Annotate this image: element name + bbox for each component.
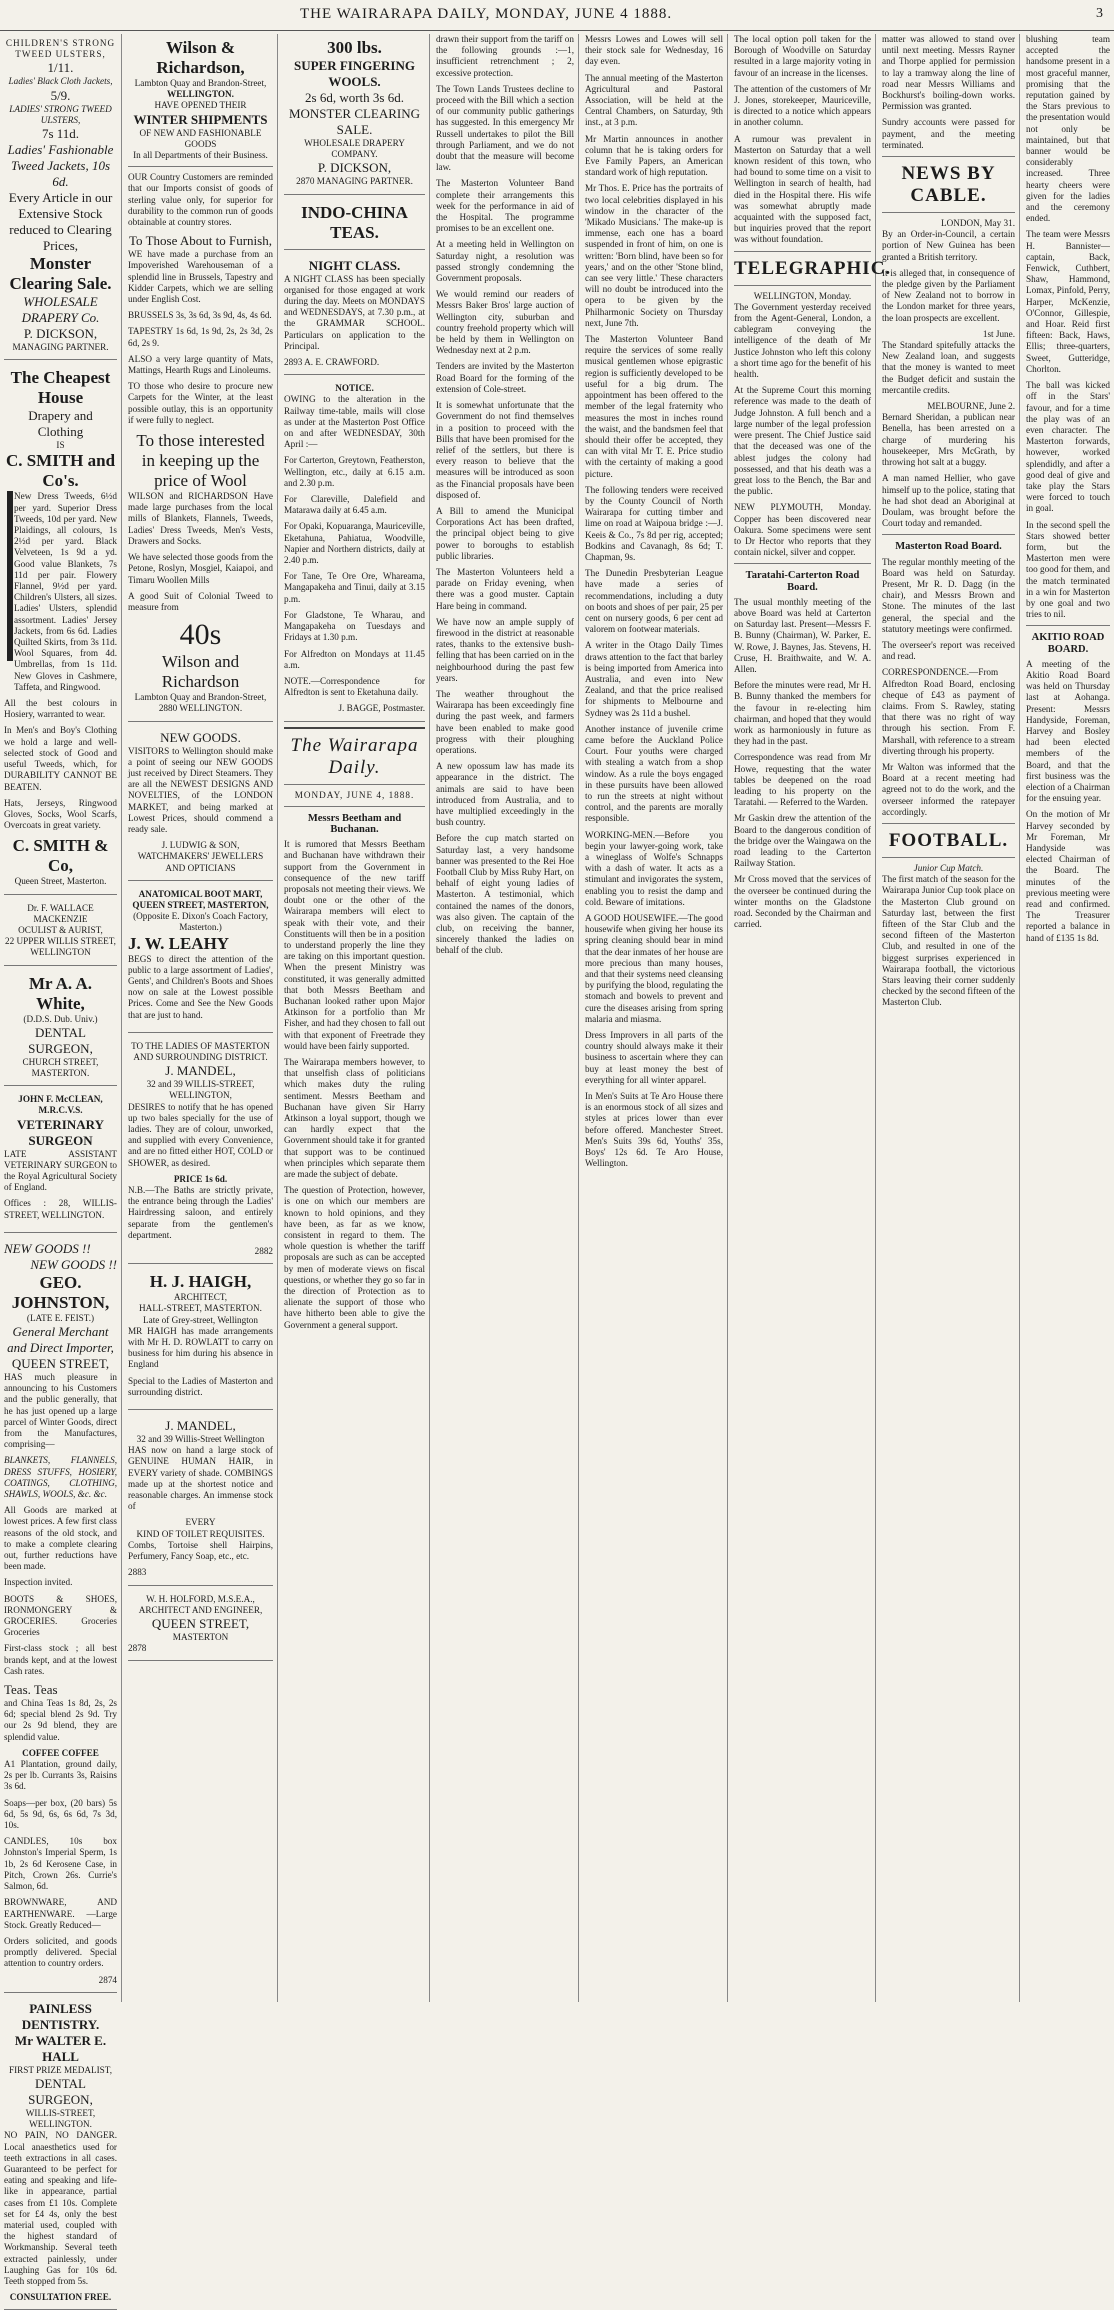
ad-name: Mr WALTER E. HALL — [14, 2032, 107, 2064]
ad-body: For Alfredton on Mondays at 11.45 a.m. — [284, 648, 425, 670]
masthead-title: THE WAIRARAPA DAILY, MONDAY, JUNE 4 1888. — [300, 6, 673, 22]
ad-sale-title: Monster Clearing Sale. — [9, 254, 112, 294]
ad-cheapest-house — [4, 364, 117, 894]
ad-role: General Merchant and Direct Importer, — [7, 1323, 114, 1355]
article-paragraph: Mr Cross moved that the services of the overseer be continued during the winter months on the Gladstone road. Seconded by the Chairman and carried. — [734, 874, 871, 930]
ad-line: OF NEW AND FASHIONABLE GOODS — [139, 127, 262, 149]
ad-body: BOOTS & SHOES, IRONMONGERY & GROCERIES. Groceries Groceries — [4, 1593, 117, 1638]
column-5 — [581, 34, 728, 2002]
ad-mandel-hair — [128, 1414, 273, 1585]
ad-body: For Opaki, Kopuaranga, Mauriceville, Eketahuna, Pahiatua, Woodville, Napier and Northern districts, daily at 2.40 p.m. — [284, 521, 425, 566]
ad-line: IS — [56, 440, 65, 451]
ad-fingering-wools — [284, 34, 425, 195]
ad-company: WHOLESALE DRAPERY Co. — [21, 294, 100, 326]
ad-price: PRICE 1s 6d. — [173, 1173, 228, 1184]
article-paragraph: CORRESPONDENCE.—From Alfredton Road Board, enclosing cheque of £43 as payment of claims. From S. Rawley, stating that there was no right of way through his section. From F. Marshall, with reference to a stream diverting through his property. — [882, 667, 1015, 756]
ad-address: Lambton Quay and Brandon-Street, — [134, 78, 267, 88]
ad-role: 2870 MANAGING PARTNER. — [296, 176, 413, 187]
article-paragraph: It is somewhat unfortunate that the Government do not find themselves in a position to proceed with the Bills that have been promised for the relief of the settlers, but there is every reason to believe that the measures will be introduced as soon as the Financial proposals have been disposed of. — [436, 400, 574, 500]
ad-city: WELLINGTON. — [167, 89, 234, 100]
ad-wilson-richardson — [128, 34, 273, 722]
article-paragraph: drawn their support from the tariff on the following grounds :—1, insufficient retrenchment ; 2, excessive protection. — [436, 34, 574, 78]
ad-body: BROWNWARE, AND EARTHENWARE. —Large Stock. Greatly Reduced— — [4, 1897, 117, 1930]
ad-heading: To Those About to Furnish, — [129, 233, 272, 249]
ad-body: BRUSSELS 3s, 3s 6d, 3s 9d, 4s, 4s 6d. — [128, 310, 272, 321]
column-1 — [0, 34, 122, 2303]
divider — [882, 534, 1015, 535]
article-paragraph: At the Supreme Court this morning reference was made to the death of Judge Johnston. A full bench and a large number of the legal profession were present. The Chief Justice said that the deceased was one of the ablest judges the colony had possessed, and that his death was a great loss to the Bench, the Bar and the public. — [734, 385, 871, 497]
article-paragraph: The Wairarapa members however, to that unselfish class of politicians which makes duty the ruling sentiment. Messrs Beetham and Buchanan have given Sir Harry Atkinson a loyal support, though we can hardly expect that the Government should take it for granted that support was to be continued when principles which separate them are made the subject of debate. — [284, 1056, 425, 1180]
ad-signature: J. BAGGE, Postmaster. — [338, 703, 425, 714]
divider — [882, 823, 1015, 824]
ad-body: MR HAIGH has made arrangements with Mr H. D. ROWLATT to carry on business for him during his absence in England — [128, 1325, 273, 1370]
ad-body: CANDLES, 10s box Johnston's Imperial Sperm, 1s 1b, 2s 6d Kerosene Case, in Pitch, Crown 26s. Currie's Salmon, 6d. — [4, 1836, 117, 1892]
ad-name: J. MANDEL, — [165, 1418, 236, 1434]
article-paragraph: Mr Thos. E. Price has the portraits of two local celebrities displayed in his window in the character of the 'Mikado Musicians.' The make-up is immense, each one has a board suspended in front of him, on one is written: 'Born blind, have been so for years,' and on the other 'Stone blind, can see very little.' These characters will no doubt be introduced into the opera to be given by the Philharmonic Society on Thursday next, June 7th. — [585, 183, 723, 328]
ad-number: 2874 — [98, 1974, 117, 1985]
page-number: 3 — [1096, 6, 1104, 21]
ad-heading: The Cheapest House — [10, 368, 111, 408]
article-paragraph: The Government yesterday received from the Agent-General, London, a cablegram conveying the intelligence of the death of Mr Justice Johnston who left this colony a short time ago for the benefit of his health. — [734, 301, 871, 380]
divider — [284, 727, 425, 729]
ad-heading: INDO-CHINA TEAS. — [301, 202, 408, 242]
column-3 — [280, 34, 430, 2002]
ad-role: ARCHITECT AND ENGINEER, — [138, 1604, 263, 1615]
ad-body: OWING to the alteration in the Railway time-table, mails will close as under at the Masterton Post Office on and after WEDNESDAY, 30th April :— — [284, 394, 425, 450]
ad-price: 2s 6d, worth 3s 6d. — [305, 90, 404, 105]
ad-heading: NOTICE. — [335, 383, 374, 394]
ad-heading: TO THE LADIES OF MASTERTON AND SURROUNDING DISTRICT. — [131, 1040, 270, 1062]
article-heading: AKITIO ROAD BOARD. — [1031, 632, 1105, 655]
article-paragraph: The team were Messrs H. Bannister—captain, Back, Fenwick, Cuthbert, Shaw, Hammond, Lomax, Pinfold, Perry, Harper, McKenzie, O'Connor, Gillespie, and Hoar. Reid first fifteen: Back, Haws, Ellis; three-quarters, Sweet, Gutteridge, Chorlton. — [1026, 229, 1110, 374]
cable-dateline: 1st June. — [982, 328, 1015, 339]
ad-body: Special to the Ladies of Masterton and surrounding district. — [128, 1375, 273, 1397]
ad-heading: To those interested in keeping up the price of Wool — [136, 431, 265, 491]
ad-role: FIRST PRIZE MEDALIST, — [8, 2064, 113, 2075]
ad-address: Lambton Quay and Brandon-Street, — [134, 692, 267, 703]
ad-name: Mr A. A. White, — [29, 973, 92, 1013]
article-paragraph: The annual meeting of the Masterton Agricultural and Pastoral Association, will be held at the Central Chambers, on Saturday, 9th inst., at 3 p.m. — [585, 72, 723, 128]
ad-body: Hats, Jerseys, Ringwood Gloves, Socks, Wool Scarfs, Overcoats in great variety. — [4, 797, 117, 831]
ad-footer: CONSULTATION FREE. — [9, 2292, 112, 2303]
divider — [882, 857, 1015, 858]
article-paragraph: Another instance of juvenile crime came before the Auckland Police Court. Four youths were charged with stealing a watch from a shop window. As a rule the boys engaged in these pursuits have been allowed to run the streets at night without control, and the parents are morally responsible. — [585, 723, 723, 824]
article-paragraph: Messrs Lowes and Lowes will sell their stock sale for Wednesday, 16 day even. — [585, 34, 723, 67]
ad-body: For Clareville, Dalefield and Matarawa daily at 6.45 a.m. — [284, 494, 425, 516]
column-6 — [730, 34, 892, 2002]
ad-indo-china-teas — [284, 199, 425, 250]
ad-heading: CHILDREN'S STRONG TWEED ULSTERS, — [5, 38, 116, 60]
ad-heading: Teas. Teas — [4, 1682, 58, 1698]
ad-footer: Wilson and Richardson — [161, 652, 240, 692]
ad-heading: NEW GOODS !! — [4, 1240, 91, 1256]
ad-name: Wilson & Richardson, — [156, 38, 245, 77]
article-paragraph: It is alleged that, in consequence of the pledge given by the Parliament of New Zealand not to borrow in the London market for three years, the loan prospects are excellent. — [882, 267, 1015, 323]
ad-address: CHURCH STREET, MASTERTON. — [22, 1056, 99, 1078]
column-rule-mark — [7, 491, 13, 661]
ad-role: MANAGING PARTNER. — [12, 342, 109, 353]
ad-number: 2882 — [254, 1246, 273, 1257]
ad-role: DENTAL SURGEON, — [28, 1024, 93, 1056]
ad-body: All the best colours in Hosiery, warranted to wear. — [4, 698, 117, 720]
ad-body: For Gladstone, Te Wharau, and Mangapakeha on Tuesdays and Fridays at 1.30 p.m. — [284, 609, 425, 643]
column-8 — [1022, 34, 1114, 2002]
article-paragraph: Correspondence was read from Mr Howe, requesting that the water tables be deepened on the road leading to his property on the Taratahi. — Referred to the Warden. — [734, 752, 871, 808]
ad-dentist-white — [4, 970, 117, 1087]
article-paragraph: In Men's Suits at Te Aro House there is an enormous stock of all sizes and styles at prices lower than ever before offered. Manchester Street. Men's Suits 39s 6d, Youths' 35s, Boys' 12s 6d. Te Aro House, Wellington. — [585, 1091, 723, 1169]
article-paragraph: The Town Lands Trustees decline to proceed with the Bill which a section of our community public gatherings has suggested. In this emergency Mr Russell undertakes to pilot the Bill through Parliament, and we do not doubt that the measure will become law. — [436, 83, 574, 173]
article-paragraph: A rumour was prevalent in Masterton on Saturday that a well known resident of this town, who had bound to some time on a visit to Wellington in search of health, had died in the Hospital there. His wife was somewhat abruptly made acquainted with the supposed fact, but inquiries proved that the report was without foundation. — [734, 133, 871, 245]
ad-body — [4, 491, 117, 693]
divider — [734, 563, 871, 564]
ad-body: Soaps—per box, (20 bars) 5s 6d, 5s 9d, 6s, 6s 6d, 7s 3d, 10s. — [4, 1797, 117, 1831]
ad-line: HAVE OPENED THEIR — [154, 100, 247, 111]
ad-heading: WINTER SHIPMENTS — [133, 111, 268, 127]
ad-address: HALL-STREET, MASTERTON. — [139, 1303, 262, 1314]
ad-body: and China Teas 1s 8d, 2s, 2s 6d; special blend 2s 9d. Try our 2s 9d blend, they are splendid value. — [4, 1698, 117, 1742]
ad-name: JOHN F. McCLEAN, M.R.C.V.S. — [18, 1094, 103, 1116]
ad-address: 2880 WELLINGTON. — [158, 703, 243, 714]
ad-line: Ladies' Fashionable Tweed Jackets, 10s 6d. — [7, 142, 114, 190]
ad-footer: C. SMITH & Co, — [12, 836, 109, 876]
ad-new-goods — [128, 726, 273, 881]
nameplate: The Wairarapa Daily. — [290, 734, 419, 778]
ad-body: Orders solicited, and goods promptly delivered. Special attention to country orders. — [4, 1935, 117, 1969]
ad-sub: SUPER FINGERING WOOLS. — [294, 58, 415, 89]
section-heading: TELEGRAPHIC. — [734, 257, 892, 279]
article-paragraph: We would remind our readers of Messrs Baker Bros' large auction of Wellington city, suburban and country freehold property which will be held by them in Wellington on Wednesday next at 2 p.m. — [436, 289, 574, 356]
ad-body: NOTE.—Correspondence for Alfredton is sent to Eketahuna daily. — [284, 675, 425, 698]
article-paragraph: Mr Gaskin drew the attention of the Board to the dangerous condition of the bridge over the Waingawa on the road leading to the Carterton Railway Station. — [734, 813, 871, 869]
divider — [734, 251, 871, 252]
article-paragraph: At a meeting held in Wellington on Saturday night, a resolution was passed strongly condemning the Government proposals. — [436, 239, 574, 284]
ad-address: 32 and 39 WILLIS-STREET, WELLINGTON, — [146, 1079, 255, 1101]
ad-line: EVERY — [185, 1517, 216, 1528]
ad-line: LADIES' STRONG TWEED ULSTERS, — [9, 103, 112, 125]
ad-address: 22 UPPER WILLIS STREET, WELLINGTON — [5, 936, 116, 958]
article-paragraph: The regular monthly meeting of the Board was held on Saturday. Present, Mr R. D. Dagg (in the chair), and Messrs Brown and Stone. The minutes of the last general, the special and the statutory meetings were confirmed. — [882, 556, 1015, 634]
ad-address: WILLIS-STREET, WELLINGTON. — [25, 2107, 96, 2130]
ad-name: W. H. HOLFORD, M.S.E.A., — [146, 1593, 255, 1604]
ad-body: Inspection invited. — [4, 1577, 73, 1588]
ad-body: ALSO a very large quantity of Mats, Mattings, Hearth Rugs and Linoleums. — [128, 353, 273, 376]
ad-body: LATE ASSISTANT VETERINARY SURGEON to the Royal Agricultural Society of England. — [4, 1148, 117, 1193]
article-paragraph: A GOOD HOUSEWIFE.—The good housewife when giving her house its spring cleaning should bear in mind that the dear inmates of her house are more precious than many houses, and that their systems need cleansing by purifying the blood, regulating the stomach and bowels to prevent and cure the diseases arising from spring malaria and miasma. — [585, 913, 723, 1024]
ad-name: Dr. F. WALLACE MACKENZIE — [27, 902, 94, 924]
article-paragraph: matter was allowed to stand over until next meeting. Messrs Rayner and Thorpe applied for permission to lay a tramway along the line of road near Messrs Williams and Bockhurst's boiling-down works. Permission was granted. — [882, 34, 1015, 112]
ad-name: P. DICKSON, — [317, 160, 392, 176]
ad-line: Ladies' Black Cloth Jackets, — [8, 76, 113, 87]
article-paragraph: The usual monthly meeting of the above Board was held at Carterton on Saturday last. Present—Messrs F. B. Bunny (Chairman), W. Parker, E. W. Rowe, J. Baynes, Jas. Stevens, H. Cruse, H. Braithwaite, and W. A. Allen. — [734, 596, 871, 674]
ad-night-class — [284, 254, 425, 376]
ad-heading: NEW GOODS. — [160, 729, 241, 745]
article-paragraph: It is rumored that Messrs Beetham and Buchanan have withdrawn their support from the Government in consequence of the new tariff proposals not meeting their views. We doubt one or the other of the Wairarapa members will elect to speak with their vote, and their Constituents will then be in a position to understand properly the line they are taking on this important question. When the present Ministry was constituted, it was generally admitted that both Messrs Beetham and Buchanan looked rather upon Major Atkinson for a portfolio than Mr Fisher, and had they chosen to fall out with that exponent of Freetrade they would have been fairly supported. — [284, 839, 425, 1051]
ad-address: 32 and 39 Willis-Street Wellington — [136, 1434, 265, 1445]
ad-name: GEO. JOHNSTON, — [11, 1272, 110, 1312]
ad-address: QUEEN STREET, — [11, 1355, 110, 1371]
ad-body: TAPESTRY 1s 6d, 1s 9d, 2s, 2s 3d, 2s 6d, 2s 9. — [128, 326, 273, 348]
ad-sub: (Opposite E. Dixon's Coach Factory, Masterton.) — [133, 911, 268, 933]
article-paragraph: Before the cup match started on Saturday last, a very handsome banner was presented to the Rei Hoe Football Club by Miss Ruby Hart, on behalf of eight young ladies of Masterton. A testimonial, which contained the names of the donors, was also given. The captain of the club, on receiving the banner, sincerely thanked the ladies on behalf of the club. — [436, 833, 574, 956]
ad-body: Combs, Tortoise shell Hairpins, Perfumery, Fancy Soap, etc., etc. — [128, 1539, 273, 1562]
article-paragraph: A new opossum law has made its appearance in the district. The animals are said to have been introduced from Australia, and to have multiplied exceedingly in the bush country. — [436, 761, 574, 828]
article-paragraph: Mr Walton was informed that the Board at a recent meeting had agreed not to do the work, and the overseer informed the ratepayer accordingly. — [882, 761, 1015, 817]
article-paragraph: A man named Hellier, who gave himself up to the police, stating that he had shot dead an Aboriginal at Doulam, was brought before the Court today and remanded. — [882, 473, 1015, 529]
article-paragraph: The first match of the season for the Wairarapa Junior Cup took place on the Masterton Club ground on Saturday last, between the first fifteen of the Star Club and the second fifteen of the Masterton Club, and resulted in one of the biggest surprises experienced in Wairarapa football, the victorious Stars leaving their corner suddenly checked by the second fifteen of the Masterton Club. — [882, 874, 1015, 1008]
ad-name: H. J. HAIGH, — [149, 1272, 252, 1292]
ad-body: BEGS to direct the attention of the public to a large assortment of Ladies', Gents', and Children's Boots and Shoes now on sale at the Lowest possible Prices. Come and See the New Goods that are just to hand. — [128, 953, 273, 1020]
ad-body: A NIGHT CLASS has been specially organised for those engaged at work during the day. Meets on MONDAYS and WEDNESDAYS, at 7.30 p.m., at the GRAMMAR SCHOOL. Particulars on application to the Principal. — [284, 273, 425, 351]
ad-body: For Carterton, Greytown, Featherston, Wellington, etc., daily at 6.15 a.m. and 2.30 p.m. — [284, 455, 425, 488]
ad-ulsters — [4, 34, 117, 360]
article-paragraph: By an Order-in-Council, a certain portion of New Guinea has been granted a British territory. — [882, 229, 1015, 262]
ad-heading: PAINLESS DENTISTRY. — [21, 2000, 100, 2032]
ad-degree: (D.D.S. Dub. Univ.) — [23, 1013, 98, 1024]
divider — [284, 784, 425, 785]
ad-number: 2883 — [128, 1567, 147, 1578]
ad-heading: COFFEE COFFEE — [22, 1747, 99, 1758]
ad-heading: NIGHT CLASS. — [308, 257, 401, 273]
article-paragraph: The following tenders were received by the County Council of North Wairarapa for cutting timber and lime on road at Waipoua bridge :—J. Keeis & Co., 7s 8d per rig, accepted; Bodkins and Cavanagh, 8s 6d; T. Chapman, 9s. — [585, 484, 723, 562]
article-paragraph: The attention of the customers of Mr J. Jones, storekeeper, Mauriceville, is directed to a notice which appears in another column. — [734, 83, 871, 128]
article-paragraph: The local option poll taken for the Borough of Woodville on Saturday resulted in a large majority voting in favour of an increase in the licenses. — [734, 34, 871, 78]
ad-heading: NEW GOODS !! — [30, 1256, 117, 1272]
ad-body: In Men's and Boy's Clothing we hold a large and well-selected stock of Good and useful Tweeds, which, for DURABILITY CANNOT BE BEATEN. — [4, 725, 117, 792]
article-paragraph: A Bill to amend the Municipal Corporations Act has been drafted, the principal object being to give power to boroughs to establish public libraries. — [436, 505, 574, 561]
ad-line: Late of Grey-street, Wellington — [143, 1314, 258, 1325]
ad-signature: 2893 A. E. CRAWFORD. — [284, 357, 380, 368]
article-paragraph: Sundry accounts were passed for payment, and the meeting terminated. — [882, 117, 1015, 150]
editorial-dateline: MONDAY, JUNE 4, 1888. — [294, 789, 415, 800]
article-paragraph: Bernard Sheridan, a publican near Benella, has been arrested on a charge of murdering his housekeeper, Mrs McGrath, by throwing hot salt at a buggy. — [882, 412, 1015, 468]
ad-line: KIND OF TOILET REQUISITES. — [136, 1528, 265, 1539]
ad-body: NO PAIN, NO DANGER. Local anaesthetics used for teeth extractions in all cases. Guaranteed to be perfect for eating and speaking and life-like in appearance, partial cases from £1 10s. Complete set for £4 4s, only the best material used, coupled with the highest standard of Workmanship. Several teeth extracted painlessly, under Laughing Gas for 10s 6d. Teeth stopped from 5s. — [4, 2130, 117, 2286]
article-paragraph: The Standard spitefully attacks the New Zealand loan, and suggests that the money is wanted to meet the Budget deficit and sustain the mercantile credits. — [882, 340, 1015, 395]
ad-body: First-class stock ; all best brands kept, and at the lowest Cash rates. — [4, 1643, 117, 1676]
article-subheading: Junior Cup Match. — [913, 862, 984, 873]
ad-role: VETERINARY SURGEON — [17, 1116, 104, 1148]
divider — [128, 166, 273, 167]
ad-role: OCULIST & AURIST, — [18, 924, 103, 935]
ad-notice-mails — [284, 379, 425, 721]
article-paragraph: WORKING-MEN.—Before you begin your lawyer-going work, take a wineglass of Wolfe's Schnapps with a dash of water. It acts as a stimulant and invigorates the system, enabling you to resist the damp and cold. Beware of imitations. — [585, 829, 723, 907]
telegraphic-dateline: WELLINGTON, Monday. — [753, 290, 852, 301]
ad-body-text: New Dress Tweeds, 6½d per yard. Superior Dress Tweeds, 10d per yard. New Plaidings, all colours, 1s 2½d per yard. Black Velveteen, 1s 9d a yd. Good value Blankets, 7s 11d per pair. Flowery Flannel, 9½d per yard. Children's Ulsters, all sizes. Ladies' Ulsters, splendid assortment. Ladies' Jersey Jackets, from 6s 6d. Ladies Quilted Skirts, from 3s 11d. Wool Squares, from 4d. Umbrellas, from 1s 11d. New Gloves in Cashmere, Taffeta, and Ringwood. — [14, 491, 117, 692]
column-2 — [124, 34, 278, 2002]
ad-body: OUR Country Customers are reminded that our Imports consist of goods of sterling value only, for superior for durability to the common run of goods obtainable at country stores. — [128, 172, 273, 228]
section-heading: FOOTBALL. — [888, 829, 1009, 851]
ad-body: DESIRES to notify that he has opened up two bales specially for the use of ladies. They are of colour, unworked, and supplied with every Convenience, and are no fitted either HOT, COLD or SHOWER, as desired. — [128, 1101, 273, 1168]
article-paragraph: blushing team accepted the handsome present in a most graceful manner, promising that the reputation gained by the Stars previous to the presentation would not only be maintained, but that banner would be considerably increased. Three hearty cheers were given for the ladies and the ceremony ended. — [1026, 34, 1110, 224]
ad-price: 40s — [179, 618, 222, 652]
ad-name: P. DICKSON, — [23, 326, 98, 342]
ad-line: Drapery and Clothing — [28, 408, 93, 440]
ad-body: HAS now on hand a large stock of GENUINE HUMAN HAIR, in EVERY variety of shade. COMBINGS made up at the shortest notice and reasonable charges. An immense stock of — [128, 1445, 273, 1512]
article-heading: Taratahi-Carterton Road Board. — [745, 570, 860, 593]
article-heading: Messrs Beetham and Buchanan. — [307, 812, 402, 835]
ad-line: In all Departments of their Business. — [133, 150, 268, 161]
article-paragraph: The Dunedin Presbyterian League have made a series of recommendations, including a duty on boots and shoes of per pair, 25 per cent on nursery goods, 6 per cent ad valorem on footwear materials. — [585, 568, 723, 635]
ad-name: J. LUDWIG & SON, — [161, 840, 240, 851]
ad-holford — [128, 1590, 273, 1662]
cable-dateline: MELBOURNE, June 2. — [927, 401, 1015, 412]
cable-dateline: LONDON, May 31. — [940, 218, 1015, 229]
ad-address: Queen Street, Masterton. — [14, 876, 107, 887]
ad-veterinary — [4, 1090, 117, 1233]
ad-body: For Tane, Te Ore Ore, Whareama, Mangapakeha and Tinui, daily at 3.15 p.m. — [284, 571, 425, 604]
divider — [882, 212, 1015, 213]
ad-body: WE have made a purchase from an Impoverished Warehouseman of a splendid line in Brussels, Tapestry and Kidder Carpets, which we are selling under English Cost. — [128, 249, 273, 305]
ad-oculist — [4, 899, 117, 966]
ad-name: J. W. LEAHY — [128, 933, 230, 953]
column-7 — [878, 34, 1020, 2002]
ad-body: Offices : 28, WILLIS-STREET, WELLINGTON. — [4, 1198, 117, 1220]
ad-johnston — [4, 1237, 117, 1993]
ad-company: WHOLESALE DRAPERY COMPANY. — [304, 138, 405, 160]
ad-body: N.B.—The Baths are strictly private, the entrance being through the Ladies' Hairdressing saloon, and entirely separate from the gentlemen's department. — [128, 1185, 273, 1240]
article-paragraph: A writer in the Otago Daily Times draws attention to the fact that barley is being imported from America into Australia, and even into New Zealand, and that the price realised for shipments to Melbourne and Sydney was 2s 11d a bushel. — [585, 640, 723, 718]
ad-body: WILSON and RICHARDSON Have made large purchases from the local mills of Blankets, Flannels, Tweeds, Ladies' Dress Tweeds, Men's Vests, Drawers and Socks. — [128, 491, 273, 546]
article-paragraph: The overseer's report was received and read. — [882, 639, 1015, 662]
divider — [734, 285, 871, 286]
ad-price: 1/11. — [47, 60, 74, 76]
article-paragraph: The Masterton Volunteer Band complete their arrangements this week for the performance in aid of the Hospital. The programme promises to be an excellent one. — [436, 178, 574, 234]
ad-haigh — [128, 1268, 273, 1410]
ad-mandel-baths — [128, 1037, 273, 1264]
masthead — [0, 0, 1114, 31]
ad-heading: 300 lbs. — [327, 38, 382, 57]
ad-price: 7s 11d. — [41, 126, 80, 142]
section-heading: NEWS BY CABLE. — [901, 163, 996, 207]
ad-sale-title: MONSTER CLEARING SALE. — [288, 106, 421, 137]
ad-name: J. MANDEL, — [165, 1063, 236, 1079]
ad-sub: (LATE E. FEIST.) — [26, 1312, 95, 1323]
article-paragraph: Dress Improvers in all parts of the country should always make it their business to ascertain where they can buy at least money the best of everything for all winter apparel. — [585, 1030, 723, 1085]
ad-price: 5/9. — [50, 87, 71, 103]
article-paragraph: NEW PLYMOUTH, Monday. Copper has been discovered near Oakura. Some specimens were sent to Dr Hector who reports that they contain nickel, silver and copper. — [734, 502, 871, 558]
article-paragraph: Before the minutes were read, Mr H. B. Bunny thanked the members for the favour in re-electing him chairman, and hoped that they would work as harmoniously in future as they had in the past. — [734, 680, 871, 747]
article-paragraph: The ball was kicked off in the Stars' favour, and for a time the play was of an even character. The Masterton forwards, however, worked splendidly, and after a good deal of give and take play the Stars were forced to touch in goal. — [1026, 380, 1110, 514]
column-4 — [432, 34, 579, 2002]
ad-list: BLANKETS, FLANNELS, DRESS STUFFS, HOSIERY, COATINGS, CLOTHING, SHAWLS, WOOLS, &c. &c. — [4, 1455, 117, 1499]
ad-name: C. SMITH and Co's. — [5, 451, 116, 491]
article-paragraph: The Masterton Volunteers held a parade on Friday evening, when there was a good muster. Captain Hare being in command. — [436, 566, 574, 611]
article-paragraph: On the motion of Mr Harvey seconded by Mr Foreman, Mr Handyside was elected Chairman of the Board. The minutes of the previous meeting were read and confirmed. The Treasurer reported a balance in hand of £135 1s 8d. — [1026, 809, 1110, 943]
ad-number: 2878 — [128, 1643, 147, 1654]
ad-role: ARCHITECT, — [173, 1292, 228, 1303]
ad-city: MASTERTON — [172, 1631, 229, 1642]
ad-body: All Goods are marked at lowest prices. A few first class reasons of the old stock, and to make a complete clearing out, further reductions have been made. — [4, 1505, 117, 1572]
ad-line: Every Article in our Extensive Stock reduced to Clearing Prices, — [8, 190, 113, 254]
ad-body: VISITORS to Wellington should make a point of seeing our NEW GOODS just received by Direct Steamers. They are all the NEWEST DESIGNS AND NOVELTIES, of the LONDON MARKET, and being marked at Lowest Prices, should commend a ready sale. — [128, 745, 273, 834]
ad-body: HAS much pleasure in announcing to his Customers and the public generally, that he has just opened up a large parcel of Winter Goods, direct from the Manufactures, comprising— — [4, 1371, 117, 1450]
ad-address: QUEEN STREET, — [151, 1615, 250, 1631]
ad-body: A1 Plantation, ground daily, 2s per lb. Currants 3s, Raisins 3s 6d. — [4, 1759, 117, 1792]
article-paragraph: Tenders are invited by the Masterton Road Board for the forming of the extension of Cole-street. — [436, 361, 574, 394]
ad-role: WATCHMAKERS' JEWELLERS AND OPTICIANS — [137, 851, 264, 873]
ad-body: We have selected those goods from the Petone, Roslyn, Mosgiel, Kaiapoi, and Timaru Woollen Mills — [128, 552, 273, 585]
divider — [284, 806, 425, 807]
article-paragraph: We have now an ample supply of firewood in the district at reasonable rates, thanks to the extensive bush-felling that has been carried on in the neighbourhood during the past few years. — [436, 616, 574, 683]
ad-heading: ANATOMICAL BOOT MART, QUEEN STREET, MASTERTON, — [132, 888, 269, 910]
ad-body: TO those who desire to procure new Carpets for the Winter, at the least possible outlay, this is an opportunity if were fully to neglect. — [128, 381, 273, 425]
article-paragraph: A meeting of the Akitio Road Board was held on Thursday last at Aohanga. Present: Messrs Handyside, Foreman, Harvey and Bosley had been elected members of the Board, and that the first business was the election of a Chairman for the ensuing year. — [1026, 658, 1110, 804]
divider — [1026, 625, 1110, 626]
article-paragraph: In the second spell the Stars showed better form, but the Masterton men were too good for them, and the match terminated in a win for Masterton by one goal and two tries to nil. — [1026, 519, 1110, 620]
article-heading: Masterton Road Board. — [895, 541, 1002, 553]
ad-body: A good Suit of Colonial Tweed to measure from — [128, 590, 273, 612]
article-paragraph: The question of Protection, however, is one on which our members are known to hold opinions, and they have been, as far as we know, consistent in regard to them. The whole question is whether the tariff proposals are such as can be accepted by men of moderate views on fiscal questions, or whether they go so far in the direction of Protection as to alienate the support of those who have hitherto been able to give the Government a general support. — [284, 1185, 425, 1330]
ad-role: DENTAL SURGEON, — [28, 2075, 93, 2107]
article-paragraph: The weather throughout the Wairarapa has been exceedingly fine during the past week, and farmers have been enabled to make good progress with their ploughing operations. — [436, 688, 574, 755]
article-paragraph: The Masterton Volunteer Band require the services of some really musical gentlemen whose epigrastic region is sufficiently developed to be useful for a big drum. The appointment has been offered to the member of the legal fraternity who measures the most in inches round the waist, and the bandsmen feel that should their offer be accepted, they can with vital Mr T. E. Price studio with the certainty of making a good picture. — [585, 334, 723, 479]
ad-hall-dentist — [4, 1997, 117, 2310]
article-paragraph: Mr Martin announces in another column that he is taking orders for Eve Family Papers, an American standard work of high reputation. — [585, 133, 723, 178]
divider — [882, 156, 1015, 157]
ad-boot-mart — [128, 885, 273, 1033]
